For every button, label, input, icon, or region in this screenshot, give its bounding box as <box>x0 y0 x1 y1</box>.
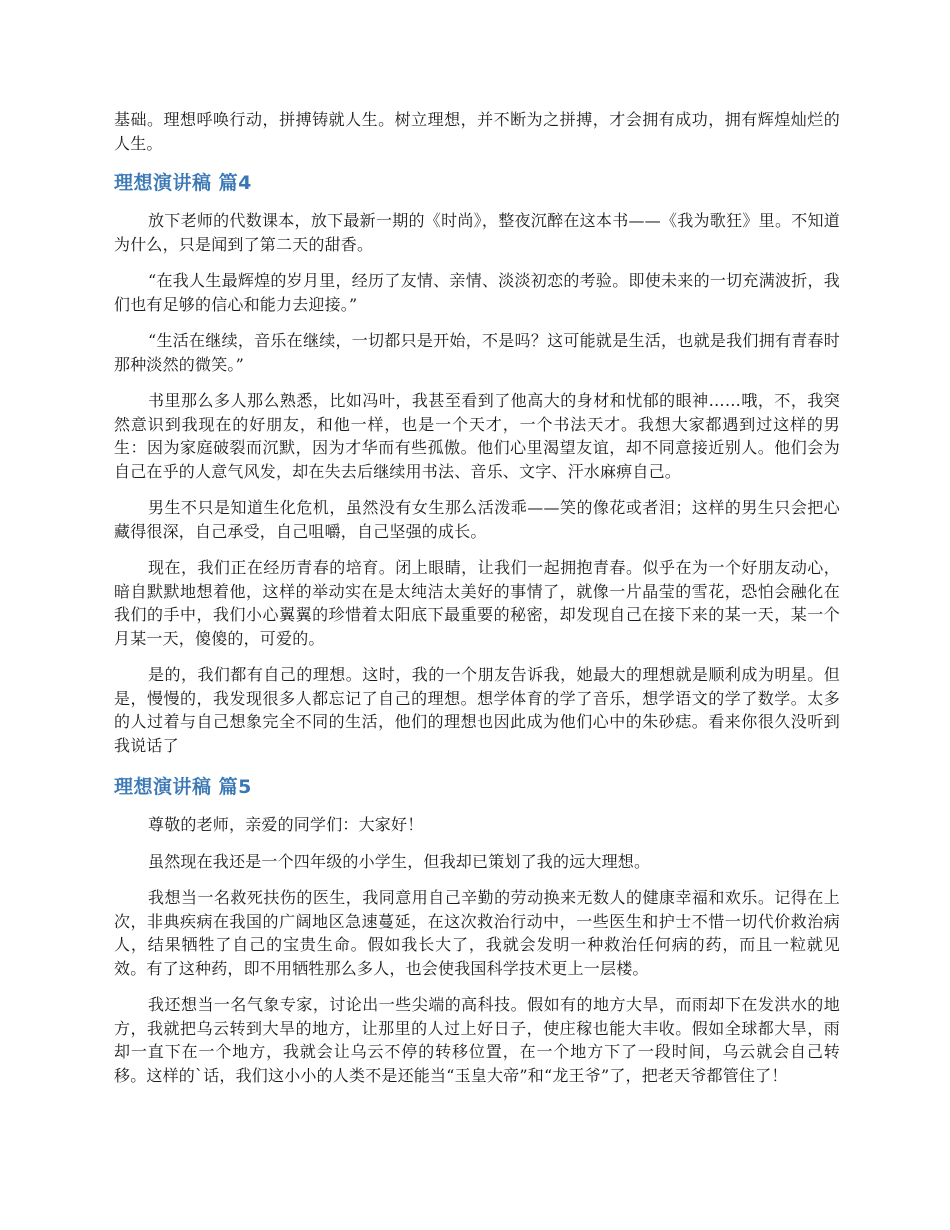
section-4-paragraph-3: “生活在继续，音乐在继续，一切都只是开始，不是吗？这可能就是生活，也就是我们拥有青春时那种淡然的微笑。” <box>114 331 840 374</box>
section-4-paragraph-5: 男生不只是知道生化危机，虽然没有女生那么活泼乖——笑的像花或者泪；这样的男生只会把心藏得很深，自己承受，自己咀嚼，自己坚强的成长。 <box>114 498 840 541</box>
intro-paragraph: 基础。理想呼唤行动，拼搏铸就人生。树立理想，并不断为之拼搏，才会拥有成功，拥有辉煌灿烂的人生。 <box>114 110 840 153</box>
section-5-paragraph-1: 尊敬的老师，亲爱的同学们：大家好！ <box>148 815 424 834</box>
section-5-paragraph-2: 虽然现在我还是一个四年级的小学生，但我却已策划了我的远大理想。 <box>148 851 651 871</box>
section-4-paragraph-1: 放下老师的代数课本，放下最新一期的《时尚》，整夜沉醉在这本书——《我为歌狂》里。不知道为什么，只是闻到了第二天的甜香。 <box>114 211 840 254</box>
section-4-paragraph-7: 是的，我们都有自己的理想。这时，我的一个朋友告诉我，她最大的理想就是顺利成为明星。但是，慢慢的，我发现很多人都忘记了自己的理想。想学体育的学了音乐，想学语文的学了数学。太多的人过着与自己想象完全不同的生活，他们的理想也因此成为他们心中的朱砂痣。看来你很久没听到我说话了 <box>114 665 840 755</box>
section-5-paragraph-3: 我想当一名救死扶伤的医生，我同意用自己辛勤的劳动换来无数人的健康幸福和欢乐。记得在上次，非典疾病在我国的广阔地区急速蔓延，在这次救治行动中，一些医生和护士不惜一切代价救治病人，结果牺牲了自己的宝贵生命。假如我长大了，我就会发明一种救治任何病的药，而且一粒就见效。有了这种药，即不用牺牲那么多人，也会使我国科学技术更上一层楼。 <box>114 888 840 978</box>
section-4-paragraph-4: 书里那么多人那么熟悉，比如冯叶，我甚至看到了他高大的身材和忧郁的眼神……哦，不，我突然意识到我现在的好朋友，和他一样，也是一个天才，一个书法天才。我想大家都遇到过这样的男生：因为家庭破裂而沉默，因为才华而有些孤傲。他们心里渴望友谊，却不同意接近别人。他们会为自己在乎的人意气风发，却在失去后继续用书法、音乐、文字、汗水麻痹自己。 <box>114 391 840 481</box>
document-page <box>114 108 840 1100</box>
section-4-paragraph-6: 现在，我们正在经历青春的培育。闭上眼睛，让我们一起拥抱青春。似乎在为一个好朋友动心，暗自默默地想着他，这样的举动实在是太纯洁太美好的事情了，就像一片晶莹的雪花，恐怕会融化在我们的手中，我们小心翼翼的珍惜着太阳底下最重要的秘密，却发现自己在接下来的某一天，某一个月某一天，傻傻的，可爱的。 <box>114 558 840 648</box>
section-5-paragraph-4: 我还想当一名气象专家，讨论出一些尖端的高科技。假如有的地方大旱，而雨却下在发洪水的地方，我就把乌云转到大旱的地方，让那里的人过上好日子，使庄稼也能大丰收。假如全球都大旱，雨却一直下在一个地方，我就会让乌云不停的转移位置，在一个地方下了一段时间，乌云就会自己转移。这样的`话，我们这小小的人类不是还能当“玉皇大帝”和“龙王爷”了，把老天爷都管住了！ <box>114 995 840 1085</box>
section-5-heading: 理想演讲稿 篇5 <box>114 776 252 798</box>
section-4-paragraph-2: “在我人生最辉煌的岁月里，经历了友情、亲情、淡淡初恋的考验。即使未来的一切充满波折，我们也有足够的信心和能力去迎接。” <box>114 271 840 314</box>
section-4-heading: 理想演讲稿 篇4 <box>114 172 252 194</box>
